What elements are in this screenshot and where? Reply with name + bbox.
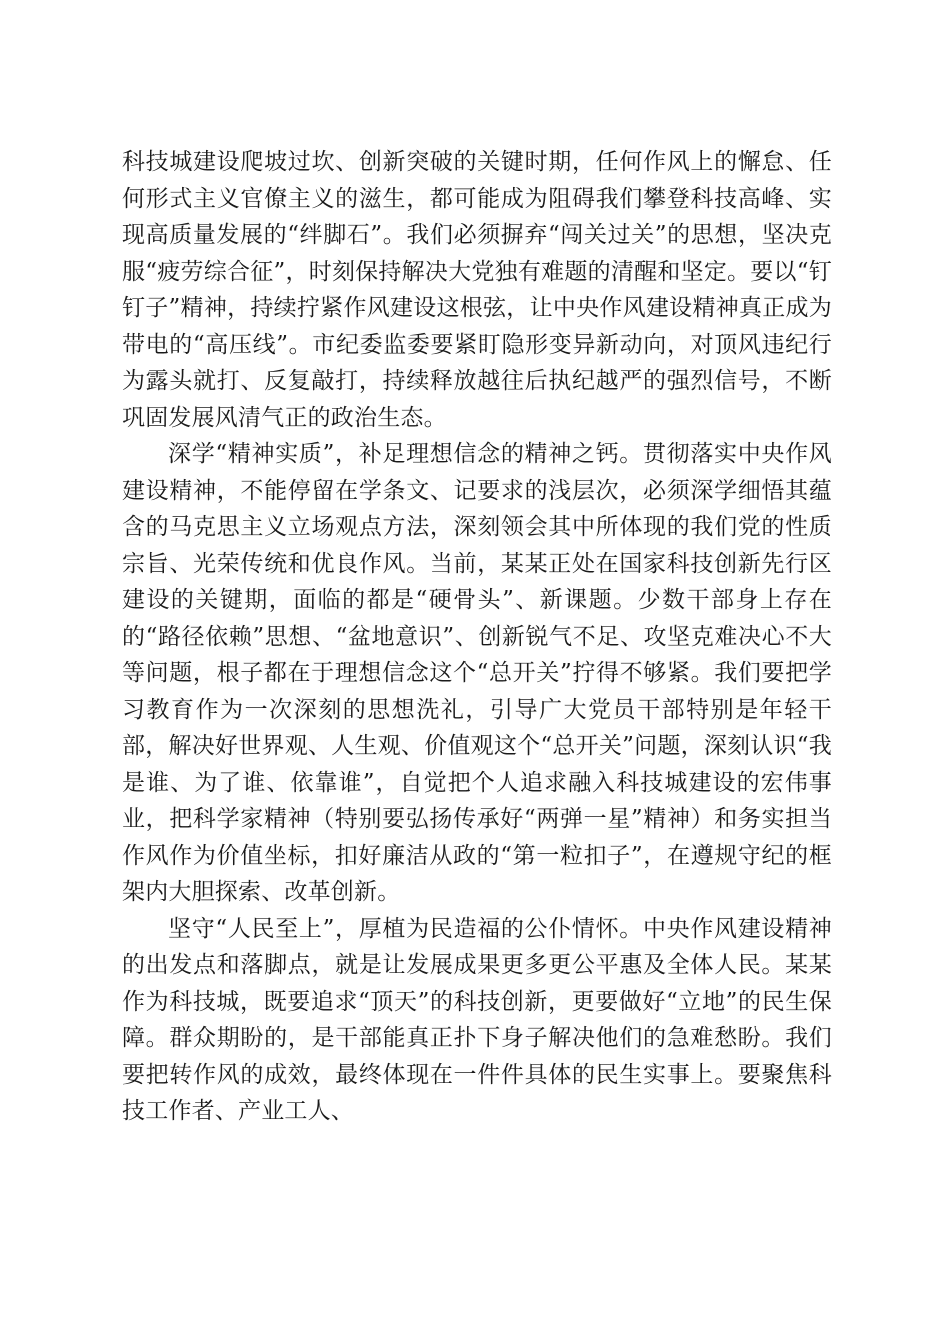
paragraph-2: 深学“精神实质”，补足理想信念的精神之钙。贯彻落实中央作风建设精神，不能停留在学条文、记要求的浅层次，必须深学细悟其蕴含的马克思主义立场观点方法，深刻领会其中所体现的我们党的性质宗旨、光荣传统和优良作风。当前，某某正处在国家科技创新先行区建设的关键期，面临的都是“硬骨头”、新课题。少数干部身上存在的“路径依赖”思想、“盆地意识”、创新锐气不足、攻坚克难决心不大等问题，根子都在于理想信念这个“总开关”拧得不够紧。我们要把学习教育作为一次深刻的思想洗礼，引导广大党员干部特别是年轻干部，解决好世界观、人生观、价值观这个“总开关”问题，深刻认识“我是谁、为了谁、依靠谁”，自觉把个人追求融入科技城建设的宏伟事业，把科学家精神（特别要弘扬传承好“两弹一星”精神）和务实担当作风作为价值坐标，扣好廉洁从政的“第一粒扣子”，在遵规守纪的框架内大胆探索、改革创新。	[122, 441, 832, 905]
paragraph-3: 坚守“人民至上”，厚植为民造福的公仆情怀。中央作风建设精神的出发点和落脚点，就是让发展成果更多更公平惠及全体人民。某某作为科技城，既要追求“顶天”的科技创新，更要做好“立地”的民生保障。群众期盼的，是干部能真正扑下身子解决他们的急难愁盼。我们要把转作风的成效，最终体现在一件件具体的民生实事上。要聚焦科技工作者、产业工人、	[122, 915, 832, 1124]
paragraph-1: 科技城建设爬坡过坎、创新突破的关键时期，任何作风上的懈怠、任何形式主义官僚主义的滋生，都可能成为阻碍我们攀登科技高峰、实现高质量发展的“绊脚石”。我们必须摒弃“闯关过关”的思想，坚决克服“疲劳综合征”，时刻保持解决大党独有难题的清醒和坚定。要以“钉钉子”精神，持续拧紧作风建设这根弦，让中央作风建设精神真正成为带电的“高压线”。市纪委监委要紧盯隐形变异新动向，对顶风违纪行为露头就打、反复敲打，持续释放越往后执纪越严的强烈信号，不断巩固发展风清气正的政治生态。	[122, 149, 832, 431]
document-body	[122, 144, 832, 1130]
